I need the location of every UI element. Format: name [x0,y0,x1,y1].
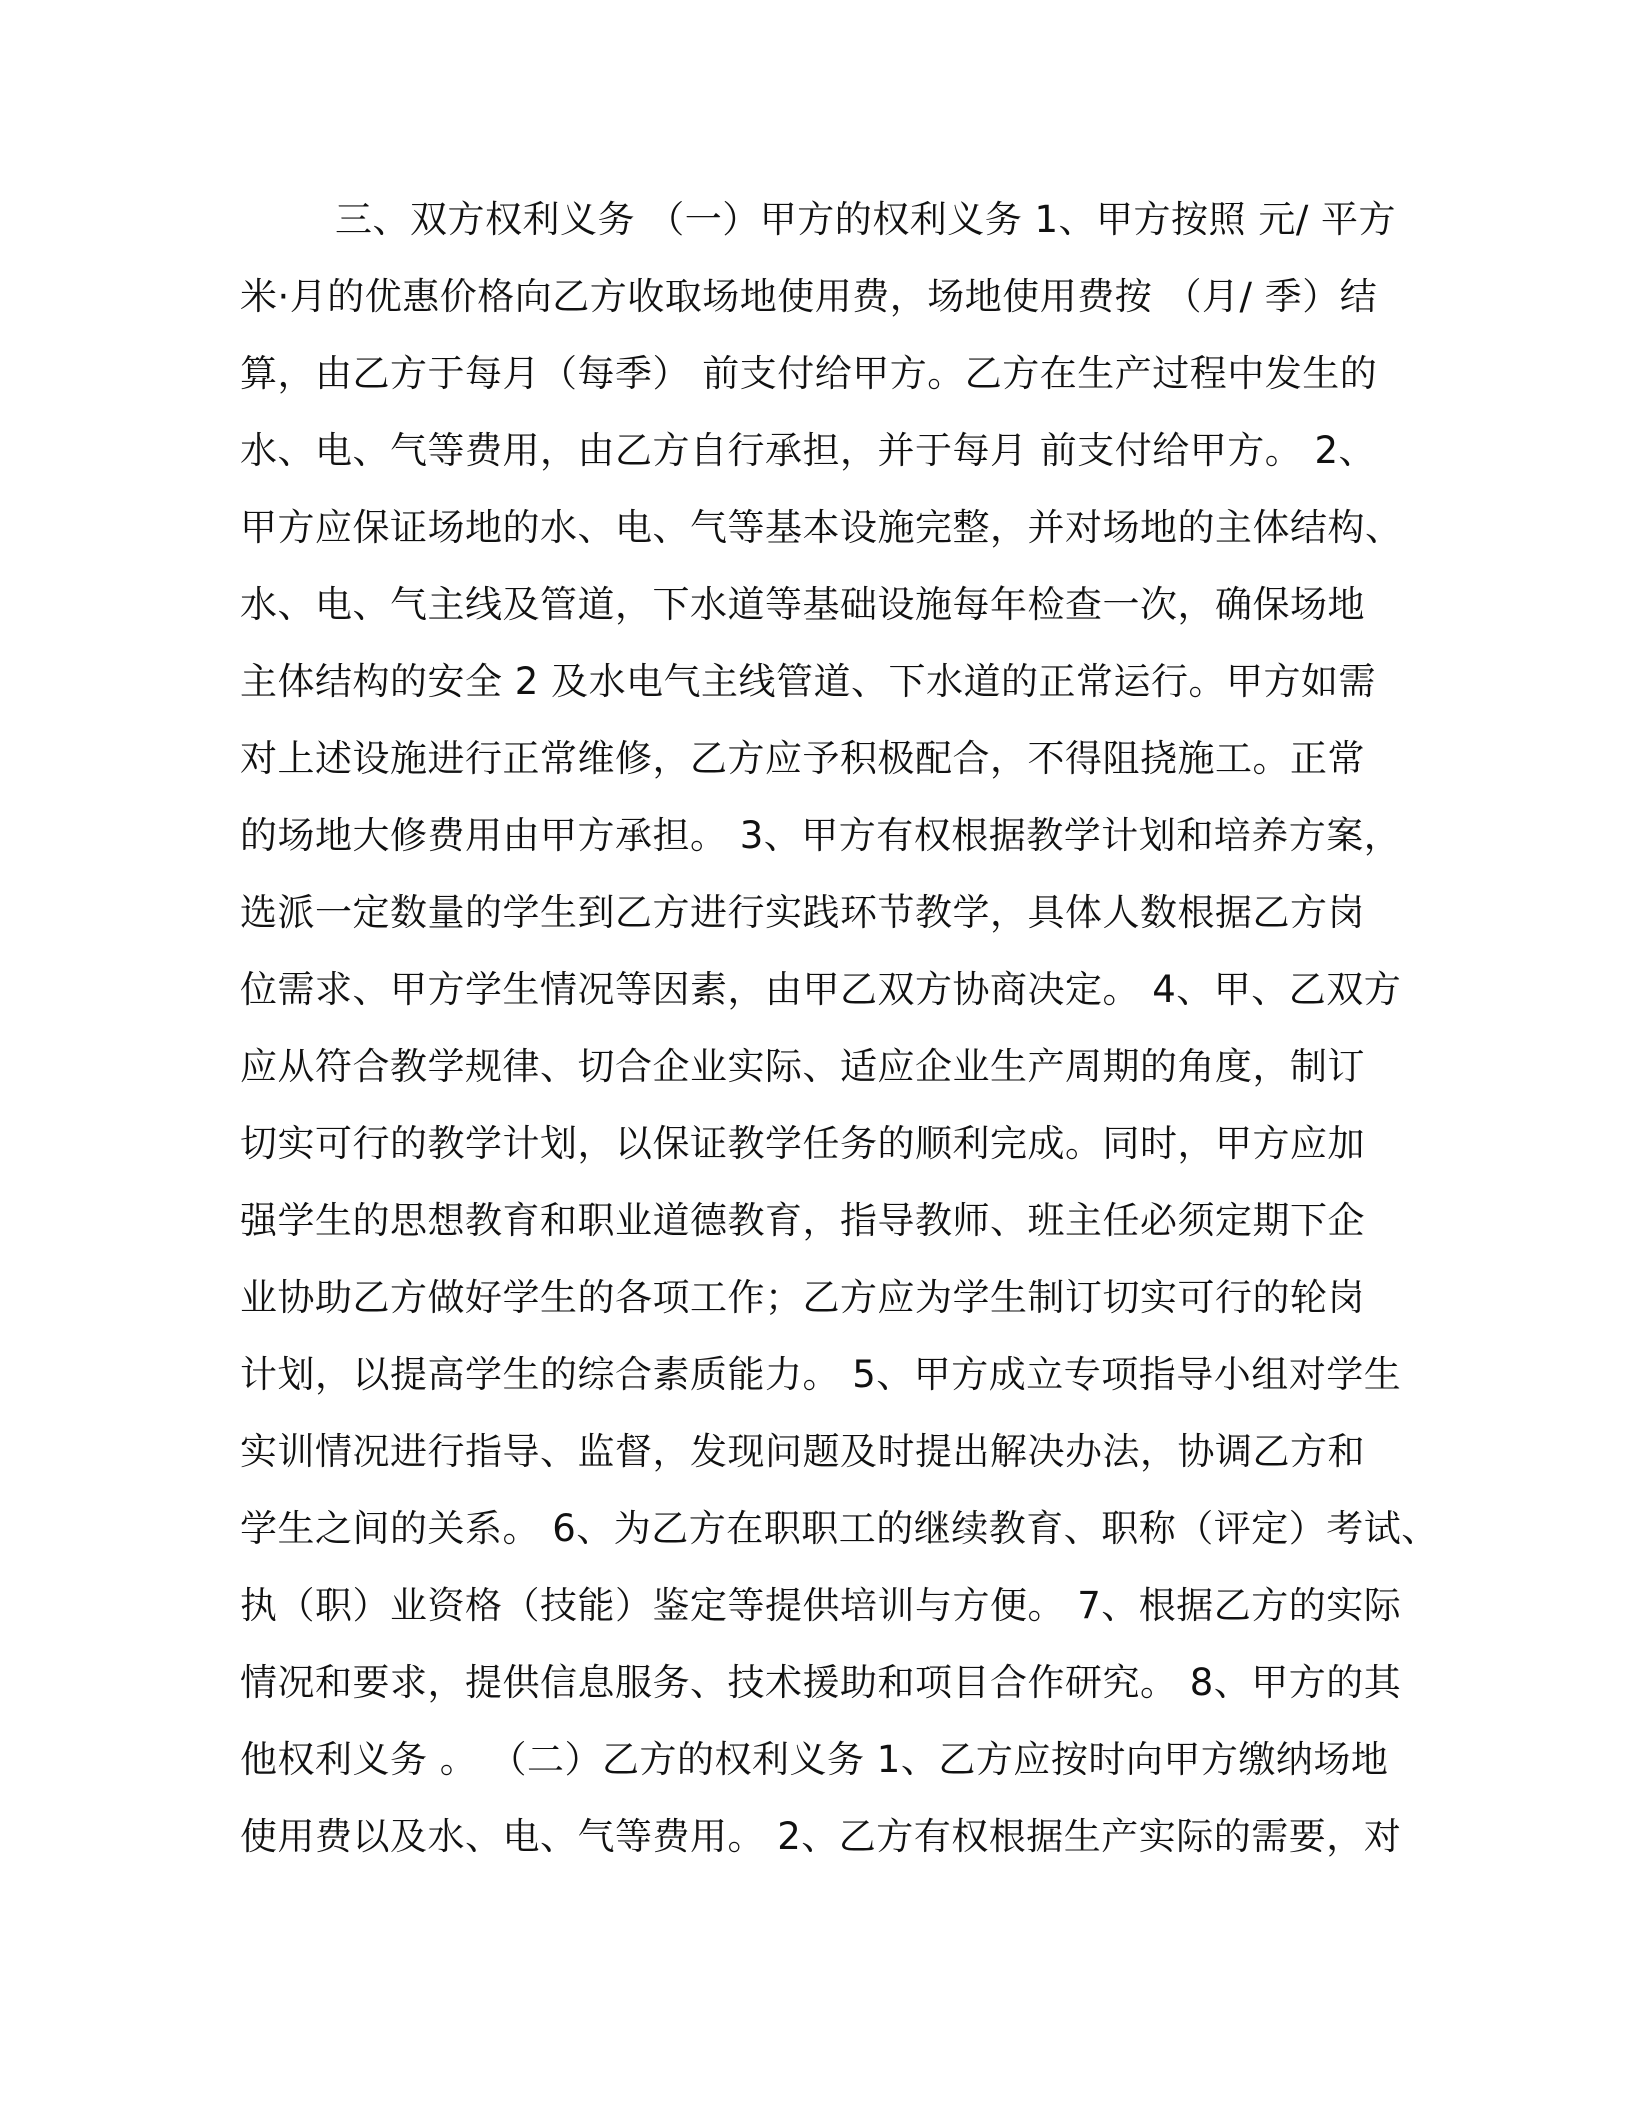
text-line: 位需求、甲方学生情况等因素，由甲乙双方协商决定。 4、甲、乙双方 [240,968,1402,1011]
text-line: 强学生的思想教育和职业道德教育，指导教师、班主任必须定期下企 [240,1199,1365,1242]
text-line: 应从符合教学规律、切合企业实际、适应企业生产周期的角度，制订 [240,1045,1365,1088]
text-line: 他权利义务 。 （二）乙方的权利义务 1、乙方应按时向甲方缴纳场地 [240,1738,1389,1781]
text-line: 切实可行的教学计划，以保证教学任务的顺利完成。同时，甲方应加 [240,1122,1365,1165]
text-line: 学生之间的关系。 6、为乙方在职职工的继续教育、职称（评定）考试、 [240,1507,1439,1550]
text-line: 对上述设施进行正常维修，乙方应予积极配合，不得阻挠施工。正常 [240,737,1365,780]
text-line: 使用费以及水、电、气等费用。 2、乙方有权根据生产实际的需要，对 [240,1815,1402,1858]
text-line: 执（职）业资格（技能）鉴定等提供培训与方便。 7、根据乙方的实际 [240,1584,1402,1627]
text-line: 选派一定数量的学生到乙方进行实践环节教学，具体人数根据乙方岗 [240,891,1365,934]
text-line: 三、双方权利义务 （一）甲方的权利义务 1、甲方按照 元/ 平方 [335,198,1397,241]
text-line: 主体结构的安全 2 及水电气主线管道、下水道的正常运行。甲方如需 [240,660,1377,703]
text-line: 甲方应保证场地的水、电、气等基本设施完整，并对场地的主体结构、 [240,506,1403,549]
text-line: 实训情况进行指导、监督，发现问题及时提出解决办法，协调乙方和 [240,1430,1365,1473]
text-line: 业协助乙方做好学生的各项工作；乙方应为学生制订切实可行的轮岗 [240,1276,1365,1319]
text-line: 计划，以提高学生的综合素质能力。 5、甲方成立专项指导小组对学生 [240,1353,1402,1396]
text-line: 水、电、气主线及管道，下水道等基础设施每年检查一次，确保场地 [240,583,1365,626]
text-line: 的场地大修费用由甲方承担。 3、甲方有权根据教学计划和培养方案， [240,814,1402,857]
body-text [240,188,1439,1882]
text-line: 水、电、气等费用，由乙方自行承担，并于每月 前支付给甲方。 2、 [240,429,1377,472]
text-line: 米·月的优惠价格向乙方收取场地使用费，场地使用费按 （月/ 季）结 [240,275,1378,318]
text-line: 情况和要求，提供信息服务、技术援助和项目合作研究。 8、甲方的其 [240,1661,1402,1704]
text-line: 算，由乙方于每月（每季） 前支付给甲方。乙方在生产过程中发生的 [240,352,1378,395]
